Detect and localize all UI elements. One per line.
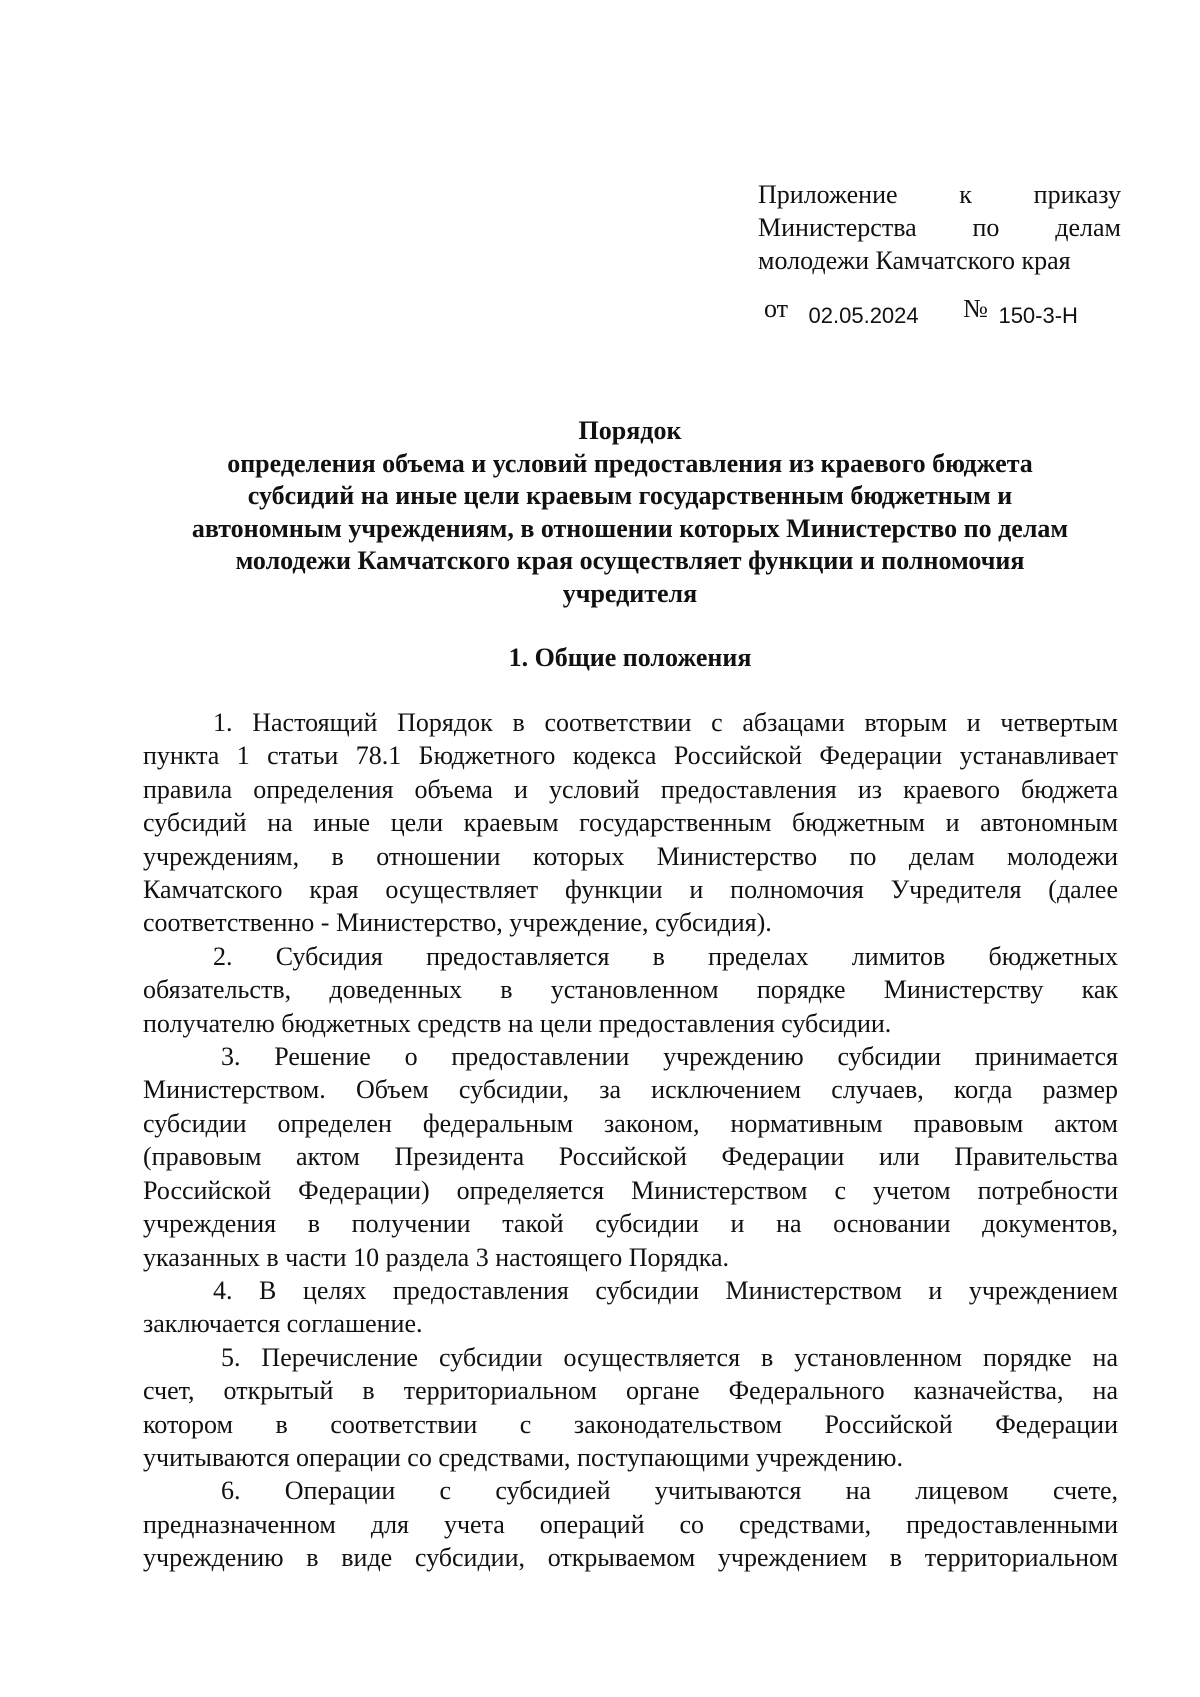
text-line: предназначенном для учета операций со средствами, предоставленными bbox=[143, 1509, 1118, 1539]
text-line: учреждению в виде субсидии, открываемом учреждением в территориальном bbox=[143, 1543, 1118, 1573]
text-line: получателю бюджетных средств на цели предоставления субсидии. bbox=[143, 1008, 892, 1038]
text-line: учреждениям, в отношении которых Министерство по делам молодежи bbox=[143, 841, 1118, 871]
text-line: заключается соглашение. bbox=[143, 1309, 423, 1339]
order-number: 150-3-Н bbox=[998, 303, 1078, 328]
order-number-sign: № bbox=[963, 294, 988, 323]
text-line: субсидии определен федеральным законом, нормативным правовым актом bbox=[143, 1108, 1118, 1138]
text-line: субсидий на иные цели краевым государственным бюджетным и автономным bbox=[143, 808, 1118, 838]
text-line: обязательств, доведенных в установленном порядке Министерству как bbox=[143, 975, 1118, 1005]
text-line: Камчатского края осуществляет функции и полномочия Учредителя (далее bbox=[143, 875, 1118, 905]
text-line: 5. Перечисление субсидии осуществляется в установленном порядке на bbox=[221, 1342, 1118, 1372]
order-from-label: от bbox=[764, 294, 789, 323]
text-line: (правовым актом Президента Российской Федерации или Правительства bbox=[143, 1142, 1118, 1172]
title-line: учредителя bbox=[562, 578, 698, 608]
text-line: соответственно - Министерство, учреждение, субсидия). bbox=[143, 908, 772, 938]
document-title bbox=[140, 415, 1120, 610]
text-line: 6. Операции с субсидией учитываются на лицевом счете, bbox=[221, 1476, 1118, 1506]
attachment-line: Министерства по делам bbox=[758, 213, 1121, 242]
text-line: Российской Федерации) определяется Министерством с учетом потребности bbox=[143, 1175, 1118, 1205]
text-line: 2. Субсидия предоставляется в пределах лимитов бюджетных bbox=[213, 941, 1118, 971]
attachment-note bbox=[758, 178, 1121, 277]
attachment-line: молодежи Камчатского края bbox=[758, 246, 1071, 275]
title-line: молодежи Камчатского края осуществляет функции и полномочия bbox=[235, 546, 1025, 575]
text-line: учреждения в получении такой субсидии и на основании документов, bbox=[143, 1209, 1118, 1239]
title-line: субсидий на иные цели краевым государственным бюджетным и bbox=[247, 481, 1013, 510]
section-heading: 1. Общие положения bbox=[508, 643, 752, 672]
text-line: 1. Настоящий Порядок в соответствии с абзацами вторым и четвертым bbox=[213, 708, 1118, 737]
text-line: 4. В целях предоставления субсидии Министерством и учреждением bbox=[213, 1275, 1118, 1305]
text-line: правила определения объема и условий предоставления из краевого бюджета bbox=[143, 774, 1118, 804]
attachment-line: Приложение к приказу bbox=[758, 180, 1121, 209]
text-line: Министерством. Объем субсидии, за исключением случаев, когда размер bbox=[143, 1075, 1118, 1105]
order-date: 02.05.2024 bbox=[808, 303, 919, 328]
title-line: определения объема и условий предоставления из краевого бюджета bbox=[227, 448, 1033, 478]
order-reference bbox=[764, 294, 1124, 329]
title-line: Порядок bbox=[578, 416, 682, 445]
text-line: учитываются операции со средствами, поступающими учреждению. bbox=[143, 1442, 903, 1472]
body-text bbox=[143, 706, 1118, 1575]
title-line: автономным учреждениям, в отношении которых Министерство по делам bbox=[191, 513, 1069, 543]
text-line: пункта 1 статьи 78.1 Бюджетного кодекса Российской Федерации устанавливает bbox=[143, 741, 1118, 771]
text-line: котором в соответствии с законодательством Российской Федерации bbox=[143, 1409, 1118, 1439]
text-line: указанных в части 10 раздела 3 настоящего Порядка. bbox=[143, 1242, 730, 1272]
text-line: счет, открытый в территориальном органе Федерального казначейства, на bbox=[143, 1376, 1118, 1406]
text-line: 3. Решение о предоставлении учреждению субсидии принимается bbox=[221, 1042, 1118, 1072]
